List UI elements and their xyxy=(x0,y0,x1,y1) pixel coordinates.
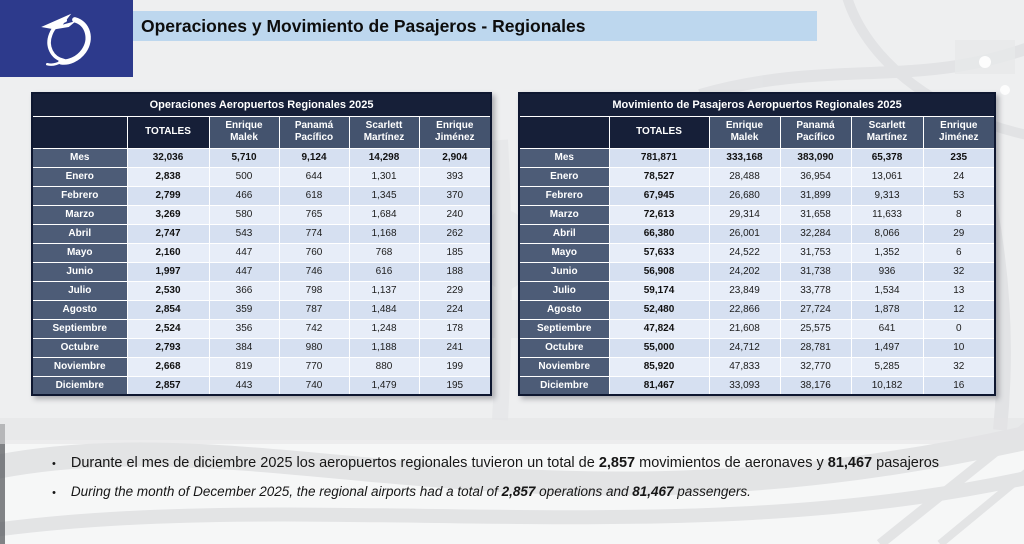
summary-notes-list xyxy=(52,452,940,510)
row-label: Diciembre xyxy=(519,376,609,395)
note-text-segment: 2,857 xyxy=(598,455,636,471)
row-label: Marzo xyxy=(32,205,127,224)
data-cell: 1,484 xyxy=(349,300,419,319)
data-cell: 32 xyxy=(923,357,995,376)
row-label: Abril xyxy=(32,224,127,243)
data-cell: 543 xyxy=(209,224,279,243)
data-cell: 383,090 xyxy=(780,148,851,167)
data-cell: 240 xyxy=(419,205,491,224)
page-title: Operaciones y Movimiento de Pasajeros - Regionales xyxy=(133,11,817,41)
tocumen-swoosh-o-icon xyxy=(34,9,100,69)
operations-table xyxy=(31,92,492,396)
data-cell: 616 xyxy=(349,262,419,281)
corner-cell xyxy=(519,116,609,148)
data-cell: 1,188 xyxy=(349,338,419,357)
data-cell: 774 xyxy=(279,224,349,243)
row-label: Mes xyxy=(519,148,609,167)
row-label: Septiembre xyxy=(519,319,609,338)
data-cell: 3,269 xyxy=(127,205,209,224)
data-cell: 81,467 xyxy=(609,376,709,395)
data-cell: 2,160 xyxy=(127,243,209,262)
data-cell: 2,747 xyxy=(127,224,209,243)
data-cell: 5,285 xyxy=(851,357,923,376)
table-row xyxy=(32,281,491,300)
data-cell: 29,314 xyxy=(709,205,780,224)
data-cell: 2,838 xyxy=(127,167,209,186)
data-cell: 746 xyxy=(279,262,349,281)
table-row xyxy=(519,357,995,376)
data-cell: 333,168 xyxy=(709,148,780,167)
bullet-icon: • xyxy=(52,487,56,500)
table-row xyxy=(519,300,995,319)
note-text-segment: operations and xyxy=(535,484,633,500)
data-cell: 580 xyxy=(209,205,279,224)
airport-authority-logo xyxy=(0,0,133,77)
table-row xyxy=(32,224,491,243)
data-cell: 781,871 xyxy=(609,148,709,167)
row-label: Octubre xyxy=(519,338,609,357)
data-cell: 1,345 xyxy=(349,186,419,205)
data-cell: 47,833 xyxy=(709,357,780,376)
data-cell: 370 xyxy=(419,186,491,205)
data-cell: 24,202 xyxy=(709,262,780,281)
table-row xyxy=(32,243,491,262)
table-row xyxy=(519,281,995,300)
data-cell: 36,954 xyxy=(780,167,851,186)
data-cell: 235 xyxy=(923,148,995,167)
data-cell: 78,527 xyxy=(609,167,709,186)
data-cell: 1,168 xyxy=(349,224,419,243)
data-cell: 1,878 xyxy=(851,300,923,319)
row-label: Julio xyxy=(519,281,609,300)
data-cell: 356 xyxy=(209,319,279,338)
table-row xyxy=(32,186,491,205)
data-cell: 31,738 xyxy=(780,262,851,281)
data-cell: 1,684 xyxy=(349,205,419,224)
row-label: Noviembre xyxy=(32,357,127,376)
bullet-icon: • xyxy=(52,458,56,470)
data-cell: 787 xyxy=(279,300,349,319)
data-cell: 29 xyxy=(923,224,995,243)
row-label: Mayo xyxy=(519,243,609,262)
table-row xyxy=(519,148,995,167)
data-cell: 12 xyxy=(923,300,995,319)
table-title: Movimiento de Pasajeros Aeropuertos Regionales 2025 xyxy=(519,93,995,116)
data-cell: 1,352 xyxy=(851,243,923,262)
data-cell: 185 xyxy=(419,243,491,262)
row-label: Agosto xyxy=(32,300,127,319)
passengers-table xyxy=(518,92,996,396)
note-text xyxy=(71,452,939,476)
data-cell: 31,753 xyxy=(780,243,851,262)
data-cell: 466 xyxy=(209,186,279,205)
data-cell: 31,899 xyxy=(780,186,851,205)
data-cell: 9,124 xyxy=(279,148,349,167)
data-cell: 24,712 xyxy=(709,338,780,357)
table-row xyxy=(32,338,491,357)
data-cell: 188 xyxy=(419,262,491,281)
row-label: Enero xyxy=(519,167,609,186)
column-header: Enrique Malek xyxy=(709,116,780,148)
column-header: TOTALES xyxy=(609,116,709,148)
note-text xyxy=(71,481,751,505)
data-cell: 56,908 xyxy=(609,262,709,281)
data-cell: 1,997 xyxy=(127,262,209,281)
data-cell: 765 xyxy=(279,205,349,224)
data-cell: 2,857 xyxy=(127,376,209,395)
summary-note xyxy=(52,481,940,505)
data-cell: 28,488 xyxy=(709,167,780,186)
table-row xyxy=(519,262,995,281)
data-cell: 11,633 xyxy=(851,205,923,224)
data-cell: 55,000 xyxy=(609,338,709,357)
table-title: Operaciones Aeropuertos Regionales 2025 xyxy=(32,93,491,116)
data-cell: 32,284 xyxy=(780,224,851,243)
data-cell: 393 xyxy=(419,167,491,186)
data-cell: 936 xyxy=(851,262,923,281)
table-row xyxy=(32,167,491,186)
data-cell: 33,093 xyxy=(709,376,780,395)
row-label: Febrero xyxy=(519,186,609,205)
row-label: Noviembre xyxy=(519,357,609,376)
data-cell: 14,298 xyxy=(349,148,419,167)
data-cell: 742 xyxy=(279,319,349,338)
data-cell: 2,524 xyxy=(127,319,209,338)
data-cell: 38,176 xyxy=(780,376,851,395)
data-cell: 641 xyxy=(851,319,923,338)
row-label: Febrero xyxy=(32,186,127,205)
data-cell: 28,781 xyxy=(780,338,851,357)
data-cell: 57,633 xyxy=(609,243,709,262)
data-cell: 980 xyxy=(279,338,349,357)
table-row xyxy=(32,357,491,376)
table-row xyxy=(519,319,995,338)
data-cell: 24 xyxy=(923,167,995,186)
table-row xyxy=(519,186,995,205)
row-label: Julio xyxy=(32,281,127,300)
data-cell: 195 xyxy=(419,376,491,395)
table-row xyxy=(32,262,491,281)
data-cell: 2,530 xyxy=(127,281,209,300)
data-cell: 1,534 xyxy=(851,281,923,300)
data-cell: 24,522 xyxy=(709,243,780,262)
row-label: Mayo xyxy=(32,243,127,262)
data-cell: 8 xyxy=(923,205,995,224)
data-cell: 23,849 xyxy=(709,281,780,300)
table-row xyxy=(32,300,491,319)
data-cell: 1,479 xyxy=(349,376,419,395)
data-cell: 33,778 xyxy=(780,281,851,300)
corner-cell xyxy=(32,116,127,148)
data-cell: 26,680 xyxy=(709,186,780,205)
table-row xyxy=(32,319,491,338)
data-cell: 9,313 xyxy=(851,186,923,205)
data-cell: 32,036 xyxy=(127,148,209,167)
table-row xyxy=(519,224,995,243)
data-cell: 65,378 xyxy=(851,148,923,167)
row-label: Marzo xyxy=(519,205,609,224)
table-row xyxy=(32,205,491,224)
column-header: Enrique Jiménez xyxy=(419,116,491,148)
data-cell: 1,137 xyxy=(349,281,419,300)
table-row xyxy=(519,205,995,224)
data-cell: 25,575 xyxy=(780,319,851,338)
row-label: Enero xyxy=(32,167,127,186)
data-cell: 53 xyxy=(923,186,995,205)
data-cell: 768 xyxy=(349,243,419,262)
data-cell: 13,061 xyxy=(851,167,923,186)
note-text-segment: Durante el mes de diciembre 2025 los aeropuertos regionales tuvieron un total de xyxy=(70,455,599,471)
data-cell: 1,248 xyxy=(349,319,419,338)
row-label: Junio xyxy=(32,262,127,281)
data-cell: 21,608 xyxy=(709,319,780,338)
data-cell: 262 xyxy=(419,224,491,243)
note-text-segment: passengers. xyxy=(673,484,751,500)
column-header: Scarlett Martínez xyxy=(851,116,923,148)
data-cell: 447 xyxy=(209,243,279,262)
data-cell: 10 xyxy=(923,338,995,357)
data-cell: 1,301 xyxy=(349,167,419,186)
data-cell: 644 xyxy=(279,167,349,186)
note-text-segment: 81,467 xyxy=(827,455,873,471)
row-label: Septiembre xyxy=(32,319,127,338)
data-cell: 26,001 xyxy=(709,224,780,243)
data-cell: 770 xyxy=(279,357,349,376)
data-cell: 359 xyxy=(209,300,279,319)
data-cell: 740 xyxy=(279,376,349,395)
data-cell: 85,920 xyxy=(609,357,709,376)
data-cell: 366 xyxy=(209,281,279,300)
data-cell: 6 xyxy=(923,243,995,262)
table-row xyxy=(32,376,491,395)
data-cell: 2,793 xyxy=(127,338,209,357)
data-cell: 880 xyxy=(349,357,419,376)
summary-note xyxy=(52,452,940,476)
table-row xyxy=(519,243,995,262)
data-cell: 16 xyxy=(923,376,995,395)
data-cell: 13 xyxy=(923,281,995,300)
table-row xyxy=(519,338,995,357)
data-cell: 178 xyxy=(419,319,491,338)
data-cell: 2,904 xyxy=(419,148,491,167)
note-text-segment: movimientos de aeronaves y xyxy=(635,455,828,471)
data-cell: 199 xyxy=(419,357,491,376)
column-header: TOTALES xyxy=(127,116,209,148)
row-label: Mes xyxy=(32,148,127,167)
data-cell: 32,770 xyxy=(780,357,851,376)
data-cell: 5,710 xyxy=(209,148,279,167)
table-row xyxy=(519,167,995,186)
data-cell: 31,658 xyxy=(780,205,851,224)
row-label: Junio xyxy=(519,262,609,281)
data-cell: 798 xyxy=(279,281,349,300)
data-cell: 618 xyxy=(279,186,349,205)
column-header: Enrique Malek xyxy=(209,116,279,148)
data-cell: 819 xyxy=(209,357,279,376)
data-cell: 229 xyxy=(419,281,491,300)
data-cell: 0 xyxy=(923,319,995,338)
data-cell: 2,799 xyxy=(127,186,209,205)
data-cell: 1,497 xyxy=(851,338,923,357)
column-header: Enrique Jiménez xyxy=(923,116,995,148)
data-cell: 59,174 xyxy=(609,281,709,300)
row-label: Diciembre xyxy=(32,376,127,395)
column-header: Scarlett Martínez xyxy=(349,116,419,148)
row-label: Abril xyxy=(519,224,609,243)
data-cell: 224 xyxy=(419,300,491,319)
data-cell: 2,854 xyxy=(127,300,209,319)
data-cell: 52,480 xyxy=(609,300,709,319)
note-text-segment: 2,857 xyxy=(501,484,536,500)
data-cell: 66,380 xyxy=(609,224,709,243)
data-cell: 443 xyxy=(209,376,279,395)
data-cell: 384 xyxy=(209,338,279,357)
table-row xyxy=(32,148,491,167)
data-cell: 67,945 xyxy=(609,186,709,205)
data-cell: 760 xyxy=(279,243,349,262)
data-cell: 47,824 xyxy=(609,319,709,338)
data-cell: 27,724 xyxy=(780,300,851,319)
table-row xyxy=(519,376,995,395)
data-cell: 32 xyxy=(923,262,995,281)
row-label: Agosto xyxy=(519,300,609,319)
data-cell: 2,668 xyxy=(127,357,209,376)
data-cell: 22,866 xyxy=(709,300,780,319)
data-cell: 10,182 xyxy=(851,376,923,395)
row-label: Octubre xyxy=(32,338,127,357)
data-cell: 447 xyxy=(209,262,279,281)
note-text-segment: 81,467 xyxy=(632,484,674,500)
data-cell: 241 xyxy=(419,338,491,357)
note-text-segment: During the month of December 2025, the regional airports had a total of xyxy=(70,484,502,500)
data-cell: 72,613 xyxy=(609,205,709,224)
column-header: Panamá Pacífico xyxy=(780,116,851,148)
data-cell: 8,066 xyxy=(851,224,923,243)
data-cell: 500 xyxy=(209,167,279,186)
note-text-segment: pasajeros xyxy=(872,455,940,471)
column-header: Panamá Pacífico xyxy=(279,116,349,148)
